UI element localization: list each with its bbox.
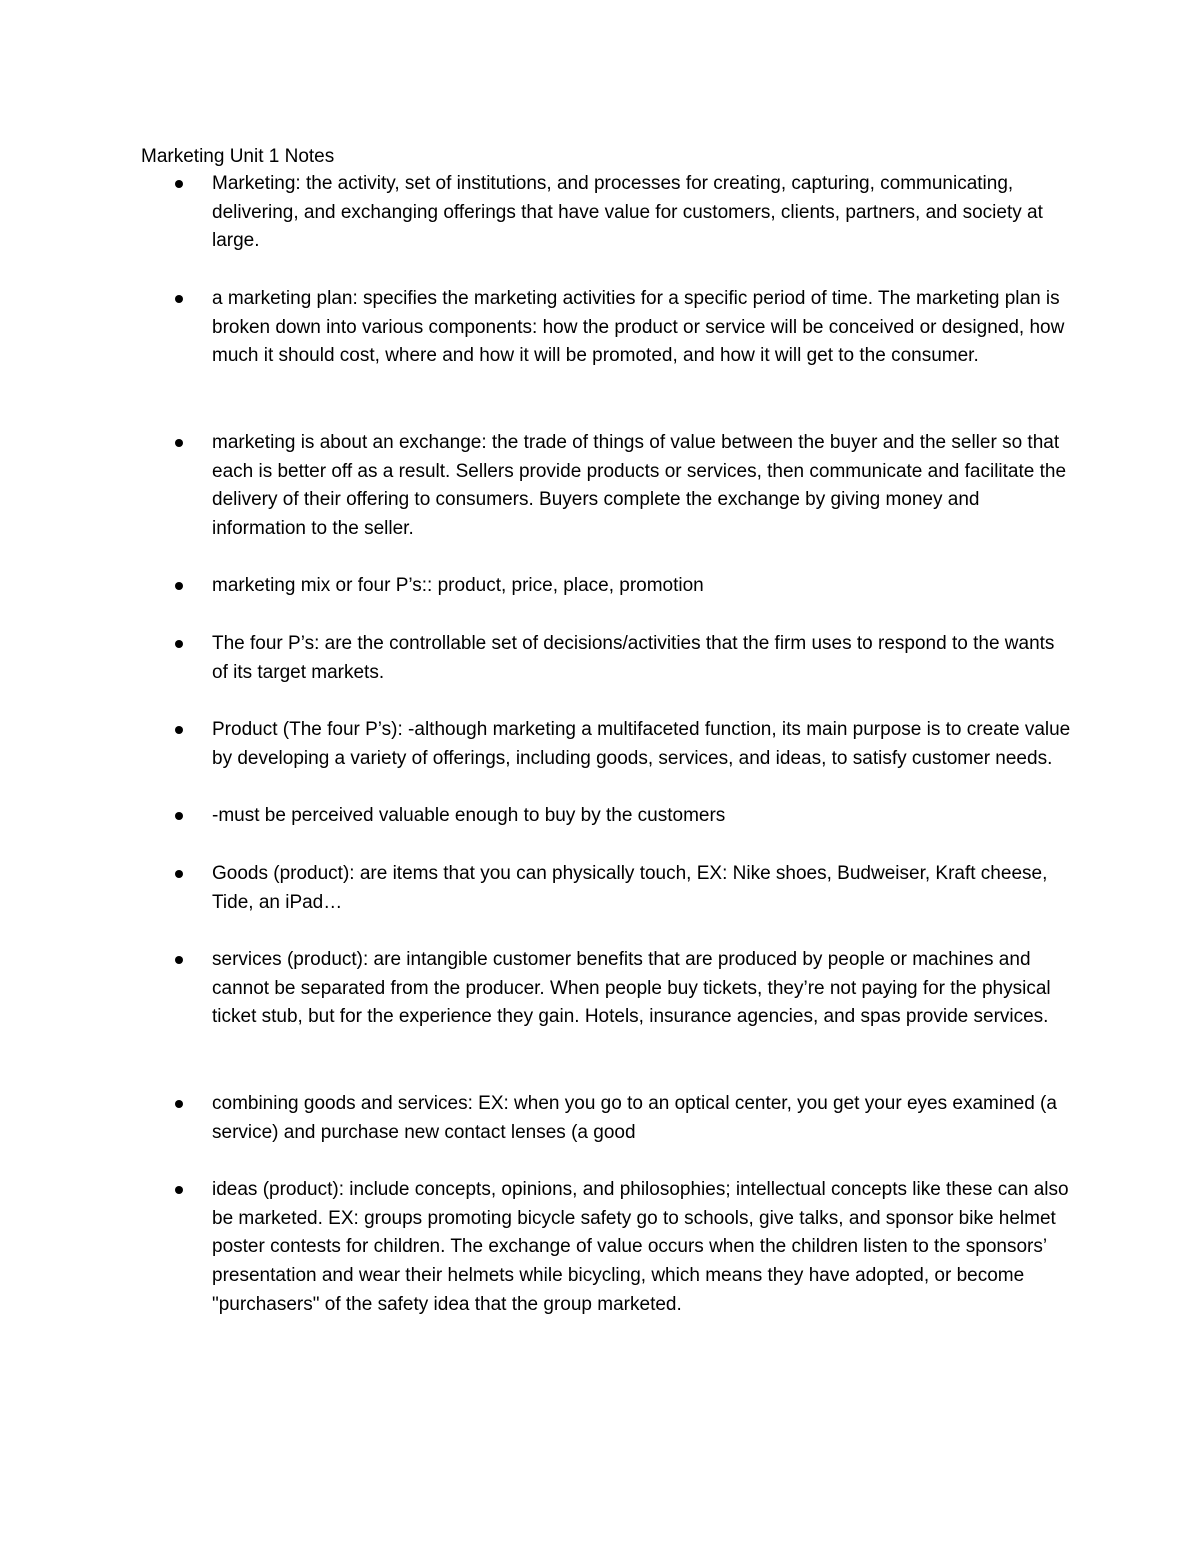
list-item-text: a marketing plan: specifies the marketing activities for a specific period of time. The marketing plan is broken down into various components: how the product or service will be conceived or designed, how much it should cost, where and how it will be promoted, and how it will get to the consumer. [212, 288, 1065, 367]
list-item [212, 716, 1072, 773]
list-item-text: services (product): are intangible customer benefits that are produced by people or machines and cannot be separated from the producer. When people buy tickets, they’re not paying for the physical ticket stub, but for the experience they gain. Hotels, insurance agencies, and spas provide services. [212, 949, 1051, 1028]
bullet-icon [175, 582, 183, 590]
bullet-icon [175, 812, 183, 820]
document-title: Marketing Unit 1 Notes [141, 146, 335, 167]
list-item [212, 946, 1072, 1032]
list-item-text: Marketing: the activity, set of institutions, and processes for creating, capturing, communicating, delivering, and exchanging offerings that have value for customers, clients, partners, and society at large. [212, 173, 1043, 252]
list-item-text: Product (The four P’s): -although marketing a multifaceted function, its main purpose is to create value by developing a variety of offerings, including goods, services, and ideas, to satisfy customer needs. [212, 719, 1071, 769]
list-item [212, 802, 1072, 831]
list-item-text: Goods (product): are items that you can physically touch, EX: Nike shoes, Budweiser, Kraft cheese, Tide, an iPad… [212, 863, 1048, 913]
bullet-icon [175, 870, 183, 878]
list-item [212, 630, 1072, 687]
list-item-text: -must be perceived valuable enough to buy by the customers [212, 805, 726, 826]
list-item-text: marketing is about an exchange: the trade of things of value between the buyer and the seller so that each is better off as a result. Sellers provide products or services, then communicate and facilitate the delivery of their offering to consumers. Buyers complete the exchange by giving money and information to the seller. [212, 432, 1067, 540]
list-item [212, 285, 1072, 371]
list-item [212, 572, 1072, 601]
bullet-icon [175, 640, 183, 648]
list-item [212, 429, 1072, 544]
list-item [212, 170, 1072, 256]
bullet-icon [175, 180, 183, 188]
list-item-text: ideas (product): include concepts, opinions, and philosophies; intellectual concepts like these can also be marketed. EX: groups promoting bicycle safety go to schools, give talks, and sponsor bike helmet poster contests for children. The exchange of value occurs when the children listen to the sponsors’ presentation and wear their helmets while bicycling, which means they have adopted, or become "purchasers" of the safety idea that the group marketed. [212, 1179, 1069, 1315]
list-item [212, 1090, 1072, 1147]
list-item [212, 1176, 1072, 1320]
list-item-text: The four P’s: are the controllable set of decisions/activities that the firm uses to respond to the wants of its target markets. [212, 633, 1055, 683]
bullet-icon [175, 956, 183, 964]
list-item-text: combining goods and services: EX: when you go to an optical center, you get your eyes examined (a service) and purchase new contact lenses (a good [212, 1093, 1057, 1143]
bullet-icon [175, 1100, 183, 1108]
list-item-text: marketing mix or four P’s:: product, price, place, promotion [212, 575, 704, 596]
bullet-icon [175, 1186, 183, 1194]
bullet-icon [175, 295, 183, 303]
list-item [212, 860, 1072, 917]
bullet-icon [175, 726, 183, 734]
bullet-icon [175, 439, 183, 447]
